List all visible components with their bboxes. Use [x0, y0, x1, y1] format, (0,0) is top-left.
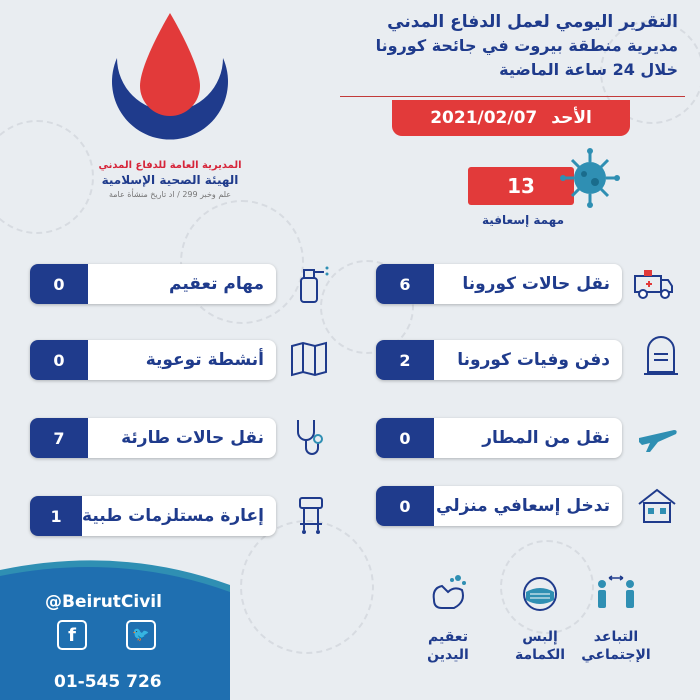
face-mask-icon — [516, 570, 564, 618]
stat-label: نقل من المطار — [482, 428, 610, 448]
stat-label: مهام تعقيم — [169, 274, 264, 294]
stethoscope-icon — [290, 416, 332, 458]
stat-corona-transport — [376, 264, 622, 304]
tip-label: التباعد الإجتماعي — [581, 629, 651, 663]
stat-label: دفن وفيات كورونا — [457, 350, 610, 370]
header-line1: التقرير اليومي لعمل الدفاع المدني — [387, 12, 678, 32]
stat-home-emergency — [376, 486, 622, 526]
header-divider — [340, 96, 685, 97]
stat-value: 7 — [30, 418, 88, 458]
stat-value: 0 — [376, 486, 434, 526]
twitter-icon[interactable]: 🐦 — [126, 620, 156, 650]
stat-label: أنشطة توعوية — [145, 350, 264, 370]
stat-sterilization — [30, 264, 276, 304]
stat-label: نقل حالات طارئة — [121, 428, 264, 448]
medical-equipment-icon — [290, 494, 332, 536]
phone-number[interactable]: 01-545 726 — [54, 672, 162, 692]
tip-label: تعقيم اليدين — [427, 629, 469, 663]
logo-caption-line3: علم وخبر 299 / اد تاريخ منشأة عامة — [108, 190, 232, 199]
brochure-icon — [288, 338, 330, 380]
stat-airport-transport — [376, 418, 622, 458]
stat-label: تدخل إسعافي منزلي — [436, 496, 610, 516]
background-virus-decoration — [240, 520, 374, 654]
facebook-icon[interactable]: f — [57, 620, 87, 650]
background-virus-decoration — [180, 200, 304, 324]
tip-hand-sanitizing — [408, 570, 488, 664]
date-value: 2021/02/07 — [430, 108, 538, 128]
tip-face-mask — [500, 570, 580, 664]
stat-value: 6 — [376, 264, 434, 304]
total-missions-value: 13 — [468, 167, 574, 205]
stat-label: نقل حالات كورونا — [462, 274, 610, 294]
stat-awareness-activities — [30, 340, 276, 380]
spray-bottle-icon — [288, 262, 330, 304]
header-line3: خلال 24 ساعة الماضية — [499, 60, 678, 79]
social-handle[interactable]: @BeirutCivil — [45, 592, 162, 612]
ambulance-icon — [632, 262, 674, 304]
stat-medical-equipment-loan — [30, 496, 276, 536]
report-header — [348, 10, 678, 82]
coronavirus-icon — [560, 148, 620, 208]
header-line2: مديرية منطقة بيروت في جائحة كورونا — [375, 36, 678, 55]
date-day: الأحد — [551, 108, 592, 128]
stat-value: 0 — [376, 418, 434, 458]
airplane-icon — [636, 416, 678, 458]
stat-value: 2 — [376, 340, 434, 380]
tombstone-icon — [640, 336, 682, 378]
house-icon — [636, 484, 678, 526]
logo-caption-line2: الهيئة الصحية الإسلامية — [101, 173, 239, 187]
organization-logo — [95, 8, 245, 158]
stat-value: 0 — [30, 264, 88, 304]
stat-value: 1 — [30, 496, 82, 536]
tip-label: إلبس الكمامة — [515, 629, 565, 663]
hand-wash-icon — [424, 570, 472, 618]
stat-emergency-transport — [30, 418, 276, 458]
logo-caption-line1: المديرية العامة للدفاع المدني — [98, 160, 242, 171]
stat-label: إعارة مستلزمات طبية — [82, 506, 264, 526]
tip-social-distancing — [576, 570, 656, 664]
social-distance-icon — [592, 570, 640, 618]
stat-value: 0 — [30, 340, 88, 380]
date-banner — [392, 100, 630, 136]
stat-corona-burial — [376, 340, 622, 380]
total-missions-label: مهمة إسعافية — [481, 213, 565, 227]
